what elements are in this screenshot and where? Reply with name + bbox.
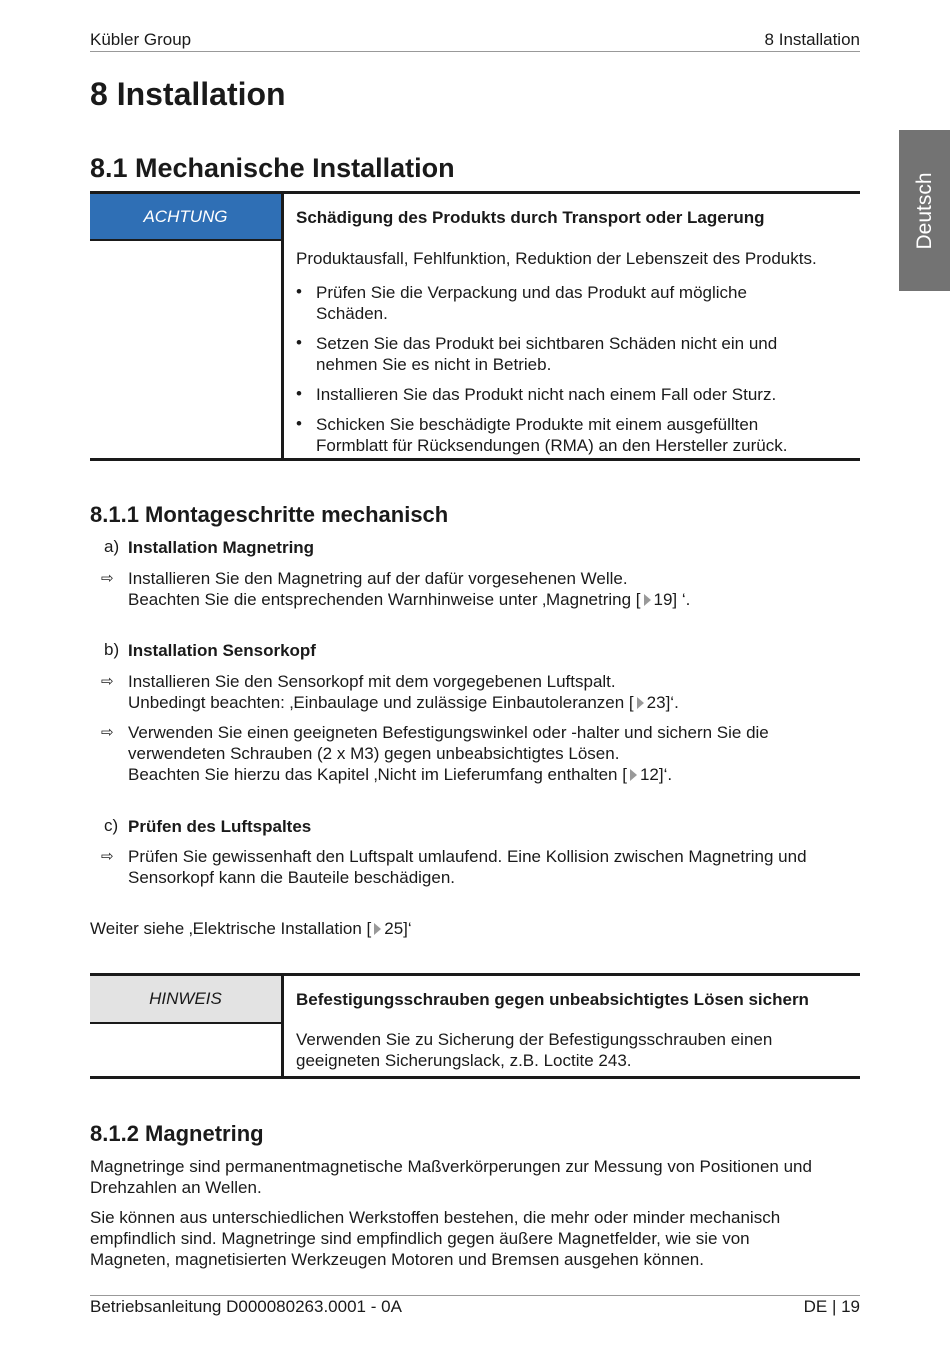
hinweis-divider [281, 976, 284, 1077]
instruction-text: Beachten Sie die entsprechenden Warnhinweise unter ‚Magnetring [ [128, 590, 641, 609]
instruction-line-with-link [128, 764, 769, 785]
step-b-instruction-2 [128, 722, 769, 785]
footer-doc-id: Betriebsanleitung D000080263.0001 - 0A [90, 1297, 402, 1316]
step-marker-a: a) [104, 537, 120, 556]
paragraph-line: Drehzahlen an Wellen. [90, 1178, 262, 1197]
reference-text: Weiter siehe ‚Elektrische Installation [ [90, 919, 372, 938]
page-link-icon[interactable] [374, 923, 381, 935]
achtung-intro: Produktausfall, Fehlfunktion, Reduktion der Lebenszeit des Produkts. [296, 249, 817, 268]
instruction-line: verwendeten Schrauben (2 x M3) gegen unbeabsichtigtes Lösen. [128, 744, 620, 763]
achtung-divider [281, 194, 284, 459]
bullet-dot: • [296, 282, 302, 301]
achtung-label: ACHTUNG [143, 207, 228, 226]
step-b-instruction-1 [128, 671, 679, 713]
instruction-text: Unbedingt beachten: ‚Einbaulage und zulässige Einbautoleranzen [ [128, 693, 634, 712]
hinweis-bottom-rule [90, 1076, 860, 1079]
further-reference [90, 918, 412, 939]
paragraph-line: empfindlich sind. Magnetringe sind empfindlich gegen äußere Magnetfelder, wie sie von [90, 1229, 750, 1248]
arrow-right-icon: ⇨ [101, 570, 114, 587]
hinweis-body [296, 1029, 772, 1071]
paragraph-line: Magnetringe sind permanentmagnetische Maßverkörperungen zur Messung von Positionen und [90, 1157, 812, 1176]
footer-page-number: DE | 19 [803, 1297, 860, 1316]
step-a-instruction [128, 568, 690, 610]
achtung-bullet-1 [316, 282, 747, 324]
bullet-line: Installieren Sie das Produkt nicht nach einem Fall oder Sturz. [316, 385, 777, 404]
page-ref[interactable]: 19] ‘. [653, 590, 691, 609]
arrow-right-icon: ⇨ [101, 673, 114, 690]
bullet-line: Prüfen Sie die Verpackung und das Produkt auf mögliche [316, 283, 747, 302]
step-marker-b: b) [104, 640, 120, 659]
instruction-line-with-link [128, 589, 690, 610]
page-link-icon[interactable] [637, 697, 644, 709]
page-link-icon[interactable] [644, 594, 651, 606]
bullet-dot: • [296, 384, 302, 403]
header-chapter: 8 Installation [764, 30, 860, 49]
bullet-line: nehmen Sie es nicht in Betrieb. [316, 355, 552, 374]
footer-rule [90, 1295, 860, 1296]
header-rule [90, 51, 860, 52]
paragraph-line: Sie können aus unterschiedlichen Werkstoffen bestehen, die mehr oder minder mechanisch [90, 1208, 781, 1227]
page-link-icon[interactable] [630, 769, 637, 781]
page-ref[interactable]: 25]‘ [384, 919, 412, 938]
achtung-bullet-4 [316, 414, 787, 456]
hinweis-label: HINWEIS [149, 989, 222, 1008]
section-title: 8.1 Mechanische Installation [90, 153, 455, 183]
bullet-dot: • [296, 414, 302, 433]
step-marker-c: c) [104, 816, 119, 835]
instruction-line: Verwenden Sie einen geeigneten Befestigungswinkel oder -halter und sichern Sie die [128, 723, 769, 742]
instruction-line: Installieren Sie den Magnetring auf der dafür vorgesehenen Welle. [128, 569, 628, 588]
step-c-instruction [128, 846, 807, 888]
instruction-line: Prüfen Sie gewissenhaft den Luftspalt umlaufend. Eine Kollision zwischen Magnetring und [128, 847, 807, 866]
hinweis-title: Befestigungsschrauben gegen unbeabsichtigtes Lösen sichern [296, 990, 809, 1009]
step-title-b: Installation Sensorkopf [128, 641, 316, 660]
paragraph-2 [90, 1207, 780, 1270]
subsection-title-811: 8.1.1 Montageschritte mechanisch [90, 502, 449, 527]
header-company: Kübler Group [90, 30, 192, 49]
bullet-line: Schicken Sie beschädigte Produkte mit einem ausgefüllten [316, 415, 759, 434]
page-ref[interactable]: 23]‘. [646, 693, 679, 712]
achtung-label-rule [90, 239, 281, 241]
hinweis-line: geeigneten Sicherungslack, z.B. Loctite 243. [296, 1051, 632, 1070]
arrow-right-icon: ⇨ [101, 724, 114, 741]
instruction-line: Sensorkopf kann die Bauteile beschädigen. [128, 868, 456, 887]
instruction-text: Beachten Sie hierzu das Kapitel ‚Nicht im Lieferumfang enthalten [ [128, 765, 627, 784]
language-tab[interactable] [899, 130, 950, 291]
bullet-dot: • [296, 333, 302, 352]
achtung-title: Schädigung des Produkts durch Transport oder Lagerung [296, 208, 765, 227]
paragraph-line: Magneten, magnetisierten Werkzeugen Motoren und Bremsen ausgehen können. [90, 1250, 704, 1269]
page-ref[interactable]: 12]‘. [639, 765, 673, 784]
instruction-line: Installieren Sie den Sensorkopf mit dem vorgegebenen Luftspalt. [128, 672, 616, 691]
achtung-bottom-rule [90, 458, 860, 461]
arrow-right-icon: ⇨ [101, 848, 114, 865]
step-title-a: Installation Magnetring [128, 538, 315, 557]
hinweis-label-rule [90, 1022, 281, 1024]
bullet-line: Formblatt für Rücksendungen (RMA) an den Hersteller zurück. [316, 436, 788, 455]
bullet-line: Setzen Sie das Produkt bei sichtbaren Schäden nicht ein und [316, 334, 778, 353]
hinweis-line: Verwenden Sie zu Sicherung der Befestigungsschrauben einen [296, 1030, 773, 1049]
paragraph-1 [90, 1156, 812, 1198]
step-title-c: Prüfen des Luftspaltes [128, 817, 312, 836]
bullet-line: Schäden. [316, 304, 388, 323]
language-tab-label: Deutsch [912, 171, 936, 250]
chapter-title: 8 Installation [90, 76, 286, 112]
achtung-bullet-3 [316, 384, 776, 405]
instruction-line-with-link [128, 692, 679, 713]
achtung-bullet-2 [316, 333, 777, 375]
subsection-title-812: 8.1.2 Magnetring [90, 1121, 264, 1146]
